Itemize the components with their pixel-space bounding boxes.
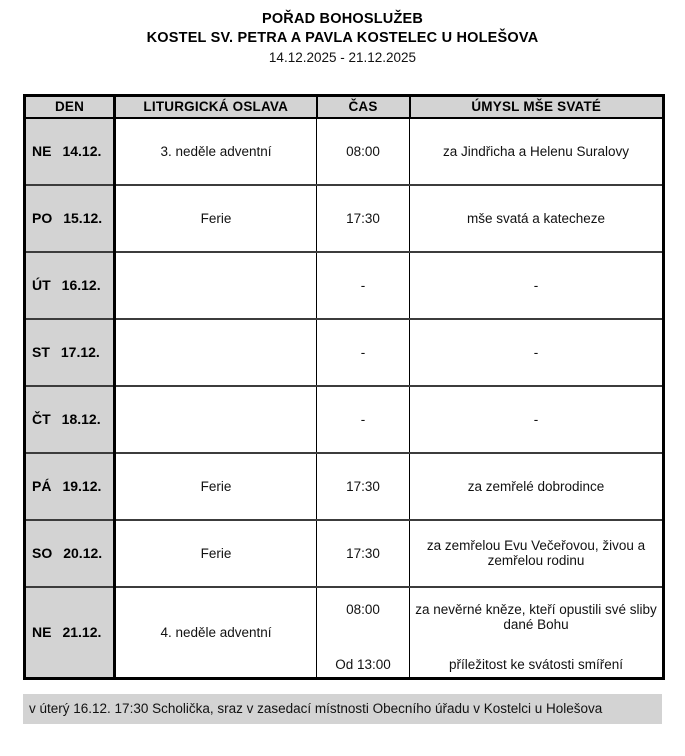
time-cell xyxy=(317,252,410,319)
column-header-celebration: LITURGICKÁ OSLAVA xyxy=(115,96,317,118)
day-abbrev: ÚT xyxy=(32,277,51,293)
table-row xyxy=(25,386,664,453)
time-stack xyxy=(320,211,406,226)
celebration-cell: Ferie xyxy=(115,520,317,587)
intention-value: - xyxy=(533,277,539,293)
intention-stack xyxy=(413,345,659,360)
table-row xyxy=(25,587,664,679)
table-row xyxy=(25,520,664,587)
celebration-cell xyxy=(115,252,317,319)
time-value: 17:30 xyxy=(346,478,380,494)
day-date: 20.12. xyxy=(63,545,103,561)
intention-stack xyxy=(413,479,659,494)
intention-stack xyxy=(413,412,659,427)
intention-value-secondary: příležitost ke svátosti smíření xyxy=(448,656,624,672)
header-row xyxy=(25,96,664,118)
intention-value: za zemřelou Evu Večeřovou, živou a zemřelou rodinu xyxy=(426,538,646,568)
time-stack xyxy=(320,546,406,561)
intention-cell xyxy=(410,453,664,520)
time-value: - xyxy=(360,344,366,360)
day-cell xyxy=(25,453,115,520)
time-value: 08:00 xyxy=(346,601,380,617)
time-stack xyxy=(320,590,406,675)
intention-stack xyxy=(413,278,659,293)
day-cell xyxy=(25,252,115,319)
day-date: 21.12. xyxy=(62,624,102,640)
day-cell xyxy=(25,319,115,386)
date-range: 14.12.2025 - 21.12.2025 xyxy=(268,50,417,65)
time-value: - xyxy=(360,277,366,293)
day-abbrev: PÁ xyxy=(32,478,52,494)
intention-cell xyxy=(410,520,664,587)
day-date: 14.12. xyxy=(62,143,102,159)
time-stack xyxy=(320,479,406,494)
intention-cell xyxy=(410,587,664,679)
intention-stack xyxy=(413,211,659,226)
intention-cell xyxy=(410,185,664,252)
celebration-cell: 4. neděle adventní xyxy=(115,587,317,679)
table-row xyxy=(25,252,664,319)
intention-cell xyxy=(410,252,664,319)
day-date: 19.12. xyxy=(62,478,102,494)
time-cell xyxy=(317,185,410,252)
day-date: 17.12. xyxy=(60,344,100,360)
intention-cell xyxy=(410,319,664,386)
time-value-secondary: Od 13:00 xyxy=(335,656,391,672)
intention-cell xyxy=(410,386,664,453)
intention-stack xyxy=(413,144,659,159)
day-cell xyxy=(25,118,115,185)
table-row xyxy=(25,453,664,520)
church-name: KOSTEL SV. PETRA A PAVLA KOSTELEC U HOLEŠOVA xyxy=(146,30,539,46)
celebration-cell: Ferie xyxy=(115,453,317,520)
celebration-cell: Ferie xyxy=(115,185,317,252)
intention-value: za Jindřicha a Helenu Suralovy xyxy=(442,143,630,159)
intention-value: mše svatá a katecheze xyxy=(466,210,606,226)
celebration-cell: 3. neděle adventní xyxy=(115,118,317,185)
time-cell xyxy=(317,118,410,185)
time-value: 17:30 xyxy=(346,210,380,226)
intention-value: za zemřelé dobrodince xyxy=(467,478,605,494)
time-cell xyxy=(317,319,410,386)
time-cell xyxy=(317,453,410,520)
document-title: POŘAD BOHOSLUŽEB xyxy=(261,11,424,27)
mass-schedule-table xyxy=(23,94,665,680)
column-header-intention: ÚMYSL MŠE SVATÉ xyxy=(410,96,664,118)
intention-stack xyxy=(413,538,659,568)
time-value: - xyxy=(360,411,366,427)
intention-value: - xyxy=(533,344,539,360)
time-cell xyxy=(317,386,410,453)
day-abbrev: SO xyxy=(32,545,53,561)
column-header-time: ČAS xyxy=(317,96,410,118)
time-cell xyxy=(317,587,410,679)
time-stack xyxy=(320,144,406,159)
table-row xyxy=(25,185,664,252)
intention-value: za nevěrné kněze, kteří opustili své sliby dané Bohu xyxy=(415,601,657,632)
day-date: 18.12. xyxy=(61,411,101,427)
table-row xyxy=(25,319,664,386)
time-stack xyxy=(320,412,406,427)
day-abbrev: NE xyxy=(32,143,52,159)
time-stack xyxy=(320,278,406,293)
table-header xyxy=(25,96,664,118)
celebration-cell xyxy=(115,386,317,453)
day-abbrev: ČT xyxy=(32,411,51,427)
time-value: 17:30 xyxy=(346,545,380,561)
day-cell xyxy=(25,185,115,252)
time-cell xyxy=(317,520,410,587)
footer-note: v úterý 16.12. 17:30 Scholička, sraz v zasedací místnosti Obecního úřadu v Kostelci u Holešova xyxy=(23,694,662,724)
day-date: 16.12. xyxy=(61,277,101,293)
title-block xyxy=(0,0,685,67)
day-cell xyxy=(25,386,115,453)
day-abbrev: ST xyxy=(32,344,50,360)
intention-cell xyxy=(410,118,664,185)
time-value: 08:00 xyxy=(346,143,380,159)
intention-value: - xyxy=(533,411,539,427)
day-abbrev: PO xyxy=(32,210,53,226)
day-abbrev: NE xyxy=(32,624,52,640)
day-date: 15.12. xyxy=(63,210,103,226)
celebration-cell xyxy=(115,319,317,386)
day-cell xyxy=(25,520,115,587)
intention-stack xyxy=(413,590,659,675)
table-row xyxy=(25,118,664,185)
day-cell xyxy=(25,587,115,679)
table-body xyxy=(25,118,664,679)
time-stack xyxy=(320,345,406,360)
column-header-day: DEN xyxy=(25,96,115,118)
